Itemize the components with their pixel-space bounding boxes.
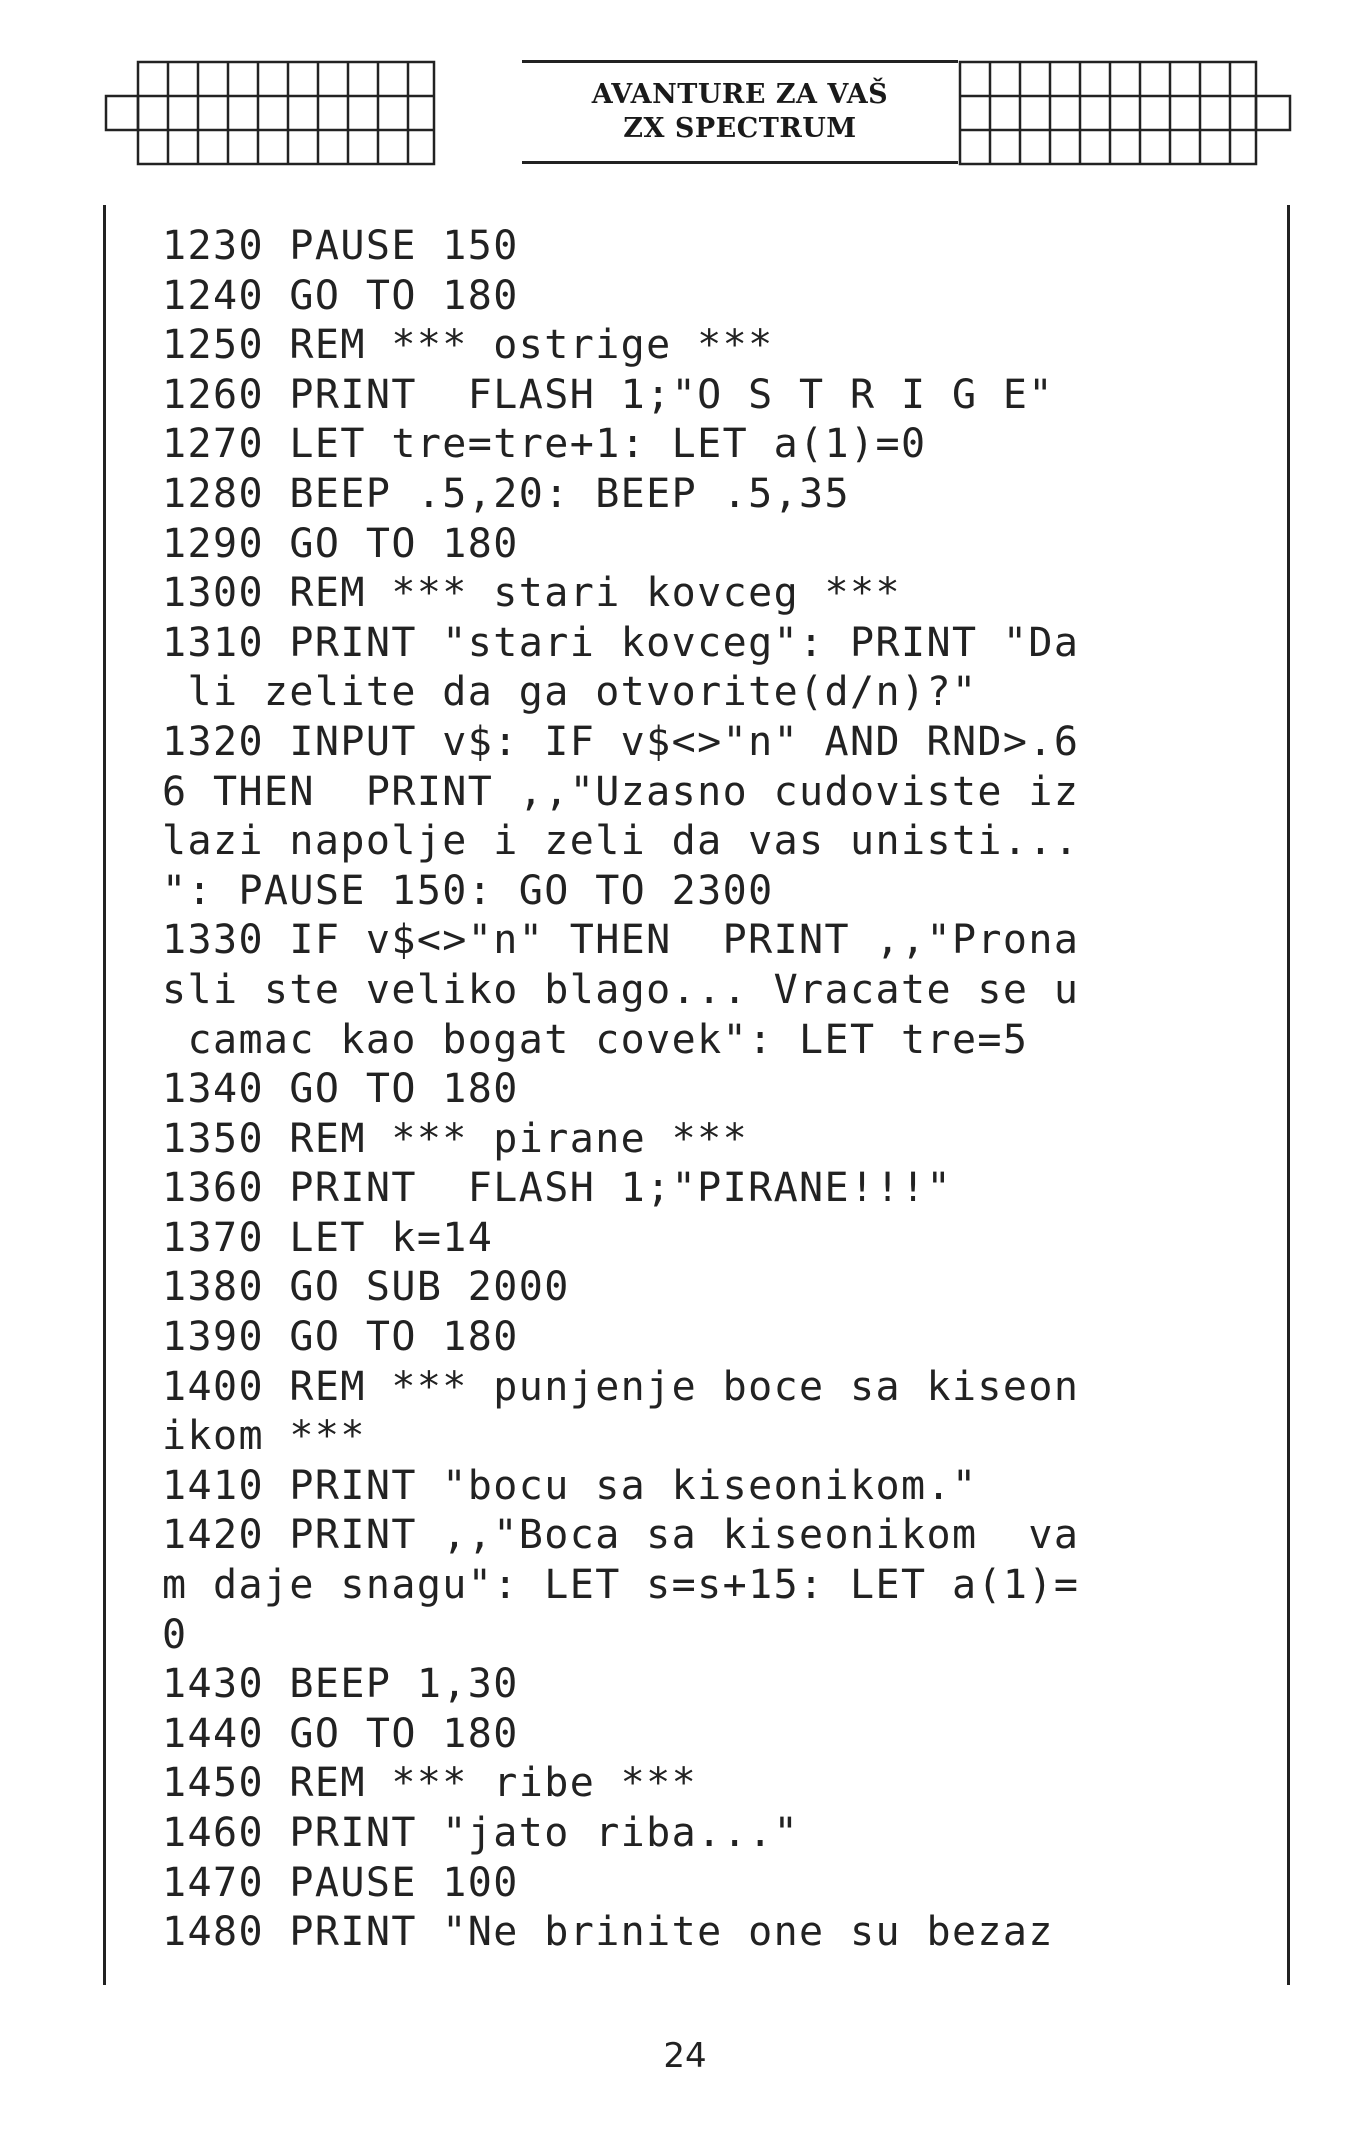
code-line: 1270 LET tre=tre+1: LET a(1)=0: [162, 421, 927, 468]
header-grid-right: [958, 60, 1294, 166]
code-line: 1480 PRINT "Ne brinite one su bezaz: [162, 1909, 1054, 1956]
code-line: 6 THEN PRINT ,,"Uzasno cudoviste iz: [162, 768, 1080, 815]
code-line: lazi napolje i zeli da vas unisti...: [162, 818, 1080, 865]
code-line: 1310 PRINT "stari kovceg": PRINT "Da: [162, 619, 1080, 666]
code-line: 0: [162, 1611, 188, 1658]
code-line: 1430 BEEP 1,30: [162, 1661, 519, 1708]
code-line: 1390 GO TO 180: [162, 1314, 519, 1361]
code-line: 1340 GO TO 180: [162, 1066, 519, 1113]
code-line: 1420 PRINT ,,"Boca sa kiseonikom va: [162, 1512, 1080, 1559]
left-margin-rule: [103, 205, 106, 1985]
code-line: 1370 LET k=14: [162, 1214, 494, 1261]
code-line: m daje snagu": LET s=s+15: LET a(1)=: [162, 1562, 1080, 1609]
code-line: 1240 GO TO 180: [162, 272, 519, 319]
code-line: 1300 REM *** stari kovceg ***: [162, 570, 901, 617]
code-line: 1290 GO TO 180: [162, 520, 519, 567]
code-line: sli ste veliko blago... Vracate se u: [162, 966, 1080, 1013]
code-line: 1410 PRINT "bocu sa kiseonikom.": [162, 1462, 978, 1509]
code-line: camac kao bogat covek": LET tre=5: [162, 1016, 1029, 1063]
code-line: ikom ***: [162, 1413, 366, 1460]
code-line: 1360 PRINT FLASH 1;"PIRANE!!!": [162, 1165, 952, 1212]
header-title-line1: AVANTURE ZA VAŠ: [591, 79, 889, 110]
code-line: ": PAUSE 150: GO TO 2300: [162, 867, 774, 914]
header-title-line2: ZX SPECTRUM: [623, 113, 857, 144]
code-line: 1450 REM *** ribe ***: [162, 1760, 698, 1807]
code-line: 1470 PAUSE 100: [162, 1859, 519, 1906]
code-line: 1350 REM *** pirane ***: [162, 1115, 749, 1162]
page-number: 24: [663, 2036, 707, 2076]
code-line: 1330 IF v$<>"n" THEN PRINT ,,"Prona: [162, 917, 1080, 964]
right-margin-rule: [1287, 205, 1290, 1985]
header-title-box: [522, 60, 958, 164]
code-line: 1260 PRINT FLASH 1;"O S T R I G E": [162, 371, 1054, 418]
code-line: 1440 GO TO 180: [162, 1710, 519, 1757]
code-line: 1230 PAUSE 150: [162, 223, 519, 269]
basic-code-listing: [162, 222, 1252, 1958]
code-line: 1460 PRINT "jato riba...": [162, 1810, 800, 1856]
code-line: 1250 REM *** ostrige ***: [162, 322, 774, 369]
header-grid-left: [104, 60, 444, 166]
code-line: 1280 BEEP .5,20: BEEP .5,35: [162, 470, 851, 517]
code-line: 1320 INPUT v$: IF v$<>"n" AND RND>.6: [162, 718, 1080, 765]
code-line: 1400 REM *** punjenje boce sa kiseon: [162, 1363, 1080, 1410]
code-line: li zelite da ga otvorite(d/n)?": [162, 669, 978, 716]
code-line: 1380 GO SUB 2000: [162, 1264, 570, 1311]
